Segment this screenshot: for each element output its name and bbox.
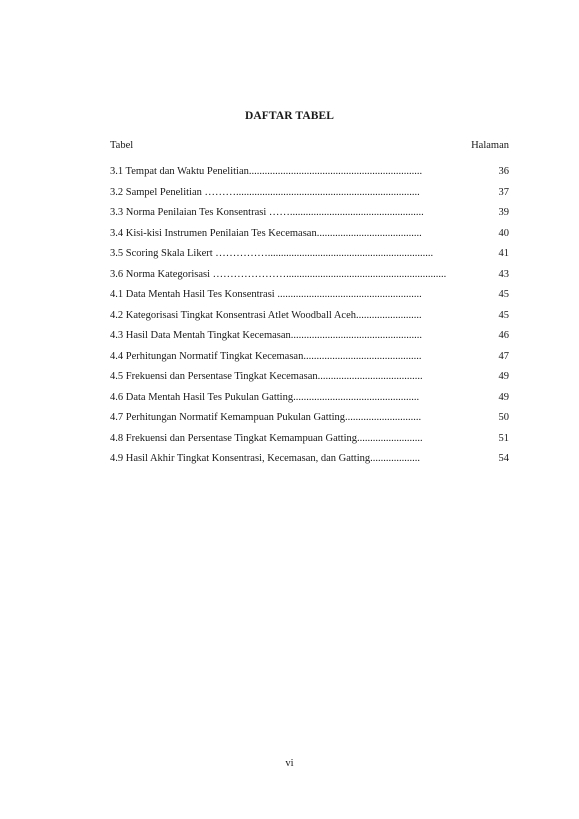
entry-page: 54	[498, 453, 509, 464]
list-item	[110, 206, 509, 227]
list-item	[110, 350, 509, 371]
entry-text: 4.9 Hasil Akhir Tingkat Konsentrasi, Kecemasan, dan Gatting...................	[110, 453, 421, 464]
list-item	[110, 186, 509, 207]
entry-text: 4.5 Frekuensi dan Persentase Tingkat Kecemasan........................................	[110, 371, 423, 382]
list-item	[110, 391, 509, 412]
column-header-page: Halaman	[471, 140, 509, 151]
list-item	[110, 411, 509, 432]
entry-text: 4.1 Data Mentah Hasil Tes Konsentrasi .......................................................	[110, 289, 422, 300]
entry-page: 46	[498, 330, 509, 341]
list-item	[110, 165, 509, 186]
entry-page: 45	[498, 309, 509, 321]
entry-text: 4.4 Perhitungan Normatif Tingkat Kecemasan.............................................	[110, 350, 422, 362]
entry-text: 4.2 Kategorisasi Tingkat Konsentrasi Atlet Woodball Aceh.........................	[110, 309, 422, 321]
list-item	[110, 309, 509, 330]
entry-text: 3.4 Kisi-kisi Instrumen Penilaian Tes Kecemasan........................................	[110, 227, 422, 239]
entry-page: 43	[498, 268, 509, 280]
entry-page: 49	[498, 391, 509, 403]
entry-text: 3.6 Norma Kategorisasi ………………….............................................................	[110, 268, 447, 280]
entry-text: 4.8 Frekuensi dan Persentase Tingkat Kemampuan Gatting.........................	[110, 432, 423, 444]
table-list	[110, 165, 509, 473]
entry-text: 3.1 Tempat dan Waktu Penelitian..................................................................	[110, 166, 423, 177]
entry-text: 3.3 Norma Penilaian Tes Konsentrasi ……...................................................	[110, 207, 424, 218]
entry-text: 3.5 Scoring Skala Likert ……………...............................................................	[110, 248, 434, 259]
list-item	[110, 227, 509, 248]
entry-page: 39	[498, 207, 509, 218]
entry-page: 37	[498, 186, 509, 198]
entry-page: 41	[498, 248, 509, 259]
entry-page: 36	[498, 166, 509, 177]
list-item	[110, 288, 509, 309]
page-number: vi	[285, 758, 294, 769]
list-item	[110, 247, 509, 268]
entry-text: 4.3 Hasil Data Mentah Tingkat Kecemasan..................................................	[110, 330, 423, 341]
entry-page: 50	[498, 412, 509, 423]
list-item	[110, 432, 509, 453]
list-item	[110, 370, 509, 391]
column-header-table: Tabel	[110, 140, 134, 151]
list-item	[110, 268, 509, 289]
entry-page: 49	[498, 371, 509, 382]
list-item	[110, 452, 509, 473]
entry-page: 45	[498, 289, 509, 300]
list-item	[110, 329, 509, 350]
entry-text: 4.7 Perhitungan Normatif Kemampuan Pukulan Gatting.............................	[110, 412, 422, 423]
entry-page: 51	[498, 432, 509, 444]
page-title: DAFTAR TABEL	[244, 110, 335, 122]
entry-text: 4.6 Data Mentah Hasil Tes Pukulan Gatting................................................	[110, 391, 420, 403]
entry-page: 40	[498, 227, 509, 239]
entry-text: 3.2 Sampel Penelitian ………......................................................................	[110, 186, 420, 198]
entry-page: 47	[498, 350, 509, 362]
